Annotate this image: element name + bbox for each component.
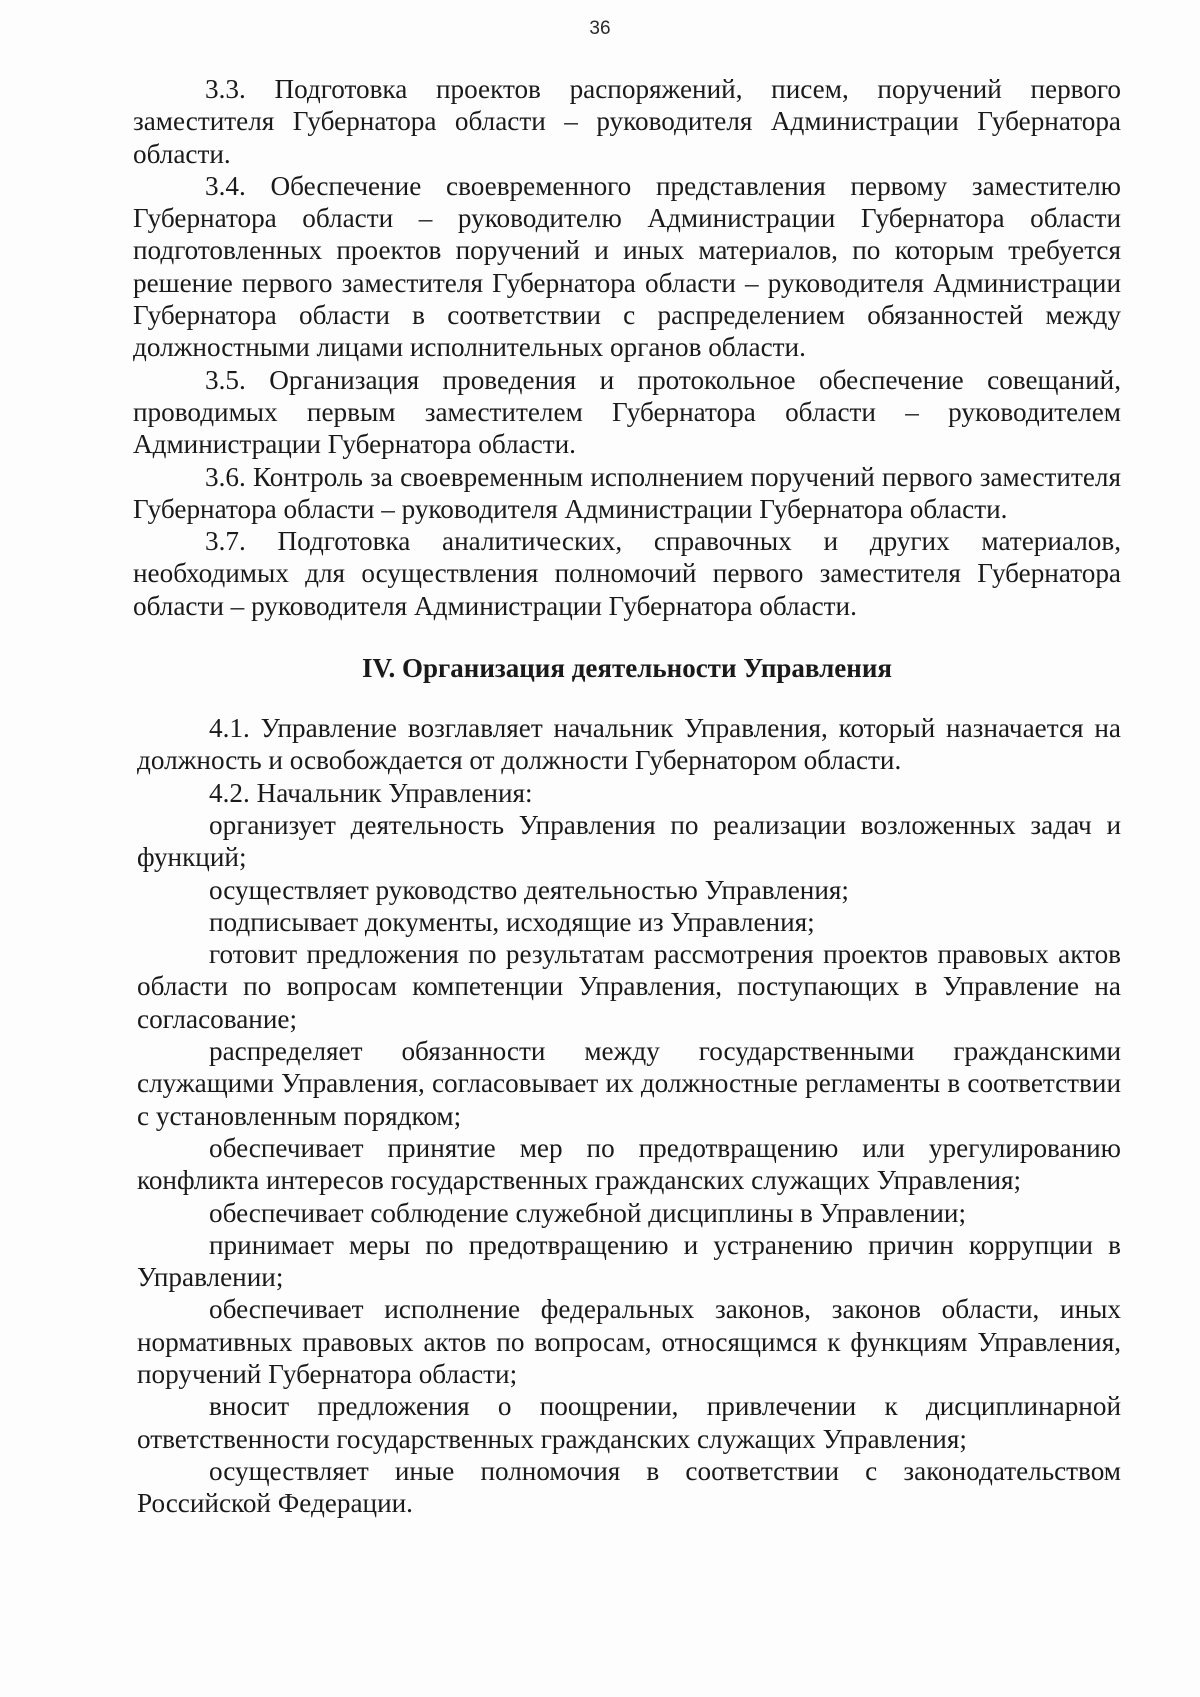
duty-item: принимает меры по предотвращению и устранению причин коррупции в Управлении; <box>137 1229 1121 1293</box>
paragraph-3-5: 3.5. Организация проведения и протокольное обеспечение совещаний, проводимых первым заместителем Губернатора области – руководителем Администрации Губернатора области. <box>133 364 1121 460</box>
duty-item: распределяет обязанности между государственными гражданскими служащими Управления, согласовывает их должностные регламенты в соответствии с установленным порядком; <box>137 1036 1121 1131</box>
duty-item: обеспечивает исполнение федеральных законов, законов области, иных нормативных правовых актов по вопросам, относящимся к функциям Управления, поручений Губернатора области; <box>137 1294 1121 1389</box>
paragraph-4-1: 4.1. Управление возглавляет начальник Управления, который назначается на должность и освобождается от должности Губернатором области. <box>137 713 1121 776</box>
paragraph-3-7: 3.7. Подготовка аналитических, справочных и других материалов, необходимых для осуществления полномочий первого заместителя Губернатора области – руководителя Администрации Губернатора области. <box>133 526 1121 621</box>
page-number: 36 <box>589 18 611 39</box>
document-body <box>133 73 1121 1519</box>
duty-item: подписывает документы, исходящие из Управления; <box>209 906 815 937</box>
paragraph-4-2: 4.2. Начальник Управления: <box>209 777 533 808</box>
duty-item: организует деятельность Управления по реализации возложенных задач и функций; <box>137 809 1121 873</box>
paragraph-3-4: 3.4. Обеспечение своевременного представления первому заместителю Губернатора области – руководителю Администрации Губернатора области подготовленных проектов поручений и иных материалов, по которым требуется решение первого заместителя Губернатора области – руководителя Администрации Губернатора области в соответствии с распределением обязанностей между должностными лицами исполнительных органов области. <box>133 170 1121 363</box>
duty-item: обеспечивает соблюдение служебной дисциплины в Управлении; <box>209 1197 967 1228</box>
section-4-body <box>137 712 1121 1519</box>
paragraph-3-6: 3.6. Контроль за своевременным исполнением поручений первого заместителя Губернатора области – руководителя Администрации Губернатора области. <box>133 461 1121 524</box>
duty-item: осуществляет иные полномочия в соответствии с законодательством Российской Федерации. <box>137 1455 1121 1519</box>
paragraph-3-3: 3.3. Подготовка проектов распоряжений, писем, поручений первого заместителя Губернатора области – руководителя Администрации Губернатора области. <box>133 74 1121 169</box>
duty-item: осуществляет руководство деятельностью Управления; <box>209 874 849 905</box>
section-heading: IV. Организация деятельности Управления <box>361 653 893 684</box>
duty-item: обеспечивает принятие мер по предотвращению или урегулированию конфликта интересов государственных гражданских служащих Управления; <box>137 1132 1121 1196</box>
duty-item: вносит предложения о поощрении, привлечении к дисциплинарной ответственности государственных гражданских служащих Управления; <box>137 1391 1121 1454</box>
duty-item: готовит предложения по результатам рассмотрения проектов правовых актов области по вопросам компетенции Управления, поступающих в Управление на согласование; <box>137 939 1121 1034</box>
